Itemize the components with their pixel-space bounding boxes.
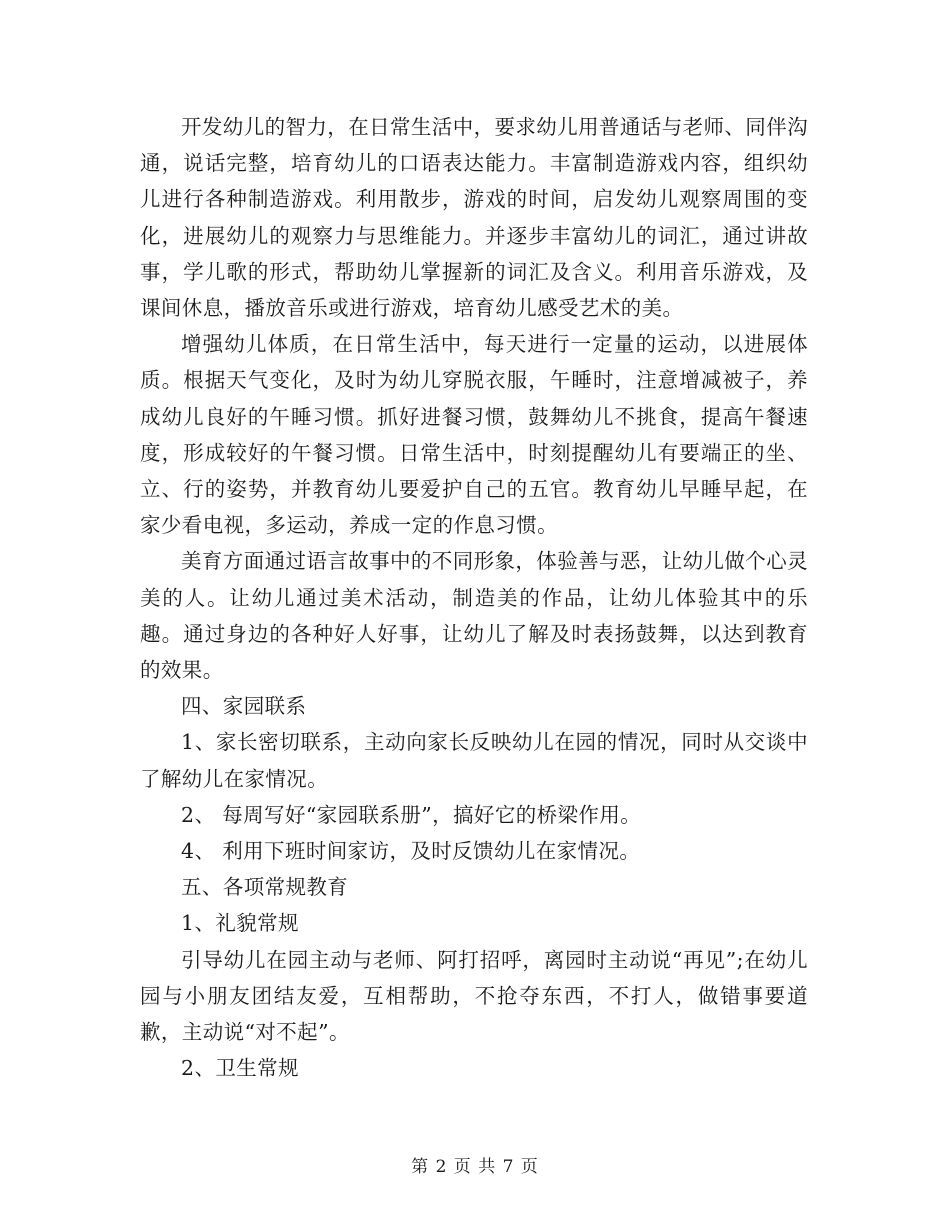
list-item-contact-book: 2、 每周写好“家园联系册”，搞好它的桥梁作用。: [181, 802, 642, 827]
page-number-footer: 第 2 页 共 7 页: [411, 1157, 539, 1177]
list-item-home-visit: 4、 利用下班时间家访，及时反馈幼儿在家情况。: [181, 839, 641, 864]
subheading-courtesy-routine: 1、礼貌常规: [181, 911, 299, 936]
subheading-hygiene-routine: 2、卫生常规: [181, 1056, 299, 1081]
paragraph-physique: 增强幼儿体质，在日常生活中，每天进行一定量的运动，以进展体质。根据天气变化，及时为幼儿穿脱衣服，午睡时，注意增减被子，养成幼儿良好的午睡习惯。抓好进餐习惯，鼓舞幼儿不挑食，提高午餐速度，形成较好的午餐习惯。日常生活中，时刻提醒幼儿有要端正的坐、立、行的姿势，并教育幼儿要爱护自己的五官。教育幼儿早睡早起，在家少看电视，多运动，养成一定的作息习惯。: [140, 332, 808, 538]
list-item-parent-contact: 1、家长密切联系，主动向家长反映幼儿在园的情况，同时从交谈中了解幼儿在家情况。: [140, 730, 808, 791]
heading-home-school-contact: 四、家园联系: [181, 694, 307, 719]
heading-routine-education: 五、各项常规教育: [181, 875, 349, 900]
paragraph-courtesy: 引导幼儿在园主动与老师、阿打招呼，离园时主动说“再见”;在幼儿园与小朋友团结友爱，互相帮助，不抢夺东西，不打人，做错事要道歉，主动说“对不起”。: [140, 947, 808, 1045]
paragraph-intellect: 开发幼儿的智力，在日常生活中，要求幼儿用普通话与老师、同伴沟通，说话完整，培育幼儿的口语表达能力。丰富制造游戏内容，组织幼儿进行各种制造游戏。利用散步，游戏的时间，启发幼儿观察周围的变化，进展幼儿的观察力与思维能力。并逐步丰富幼儿的词汇，通过讲故事，学儿歌的形式，帮助幼儿掌握新的词汇及含义。利用音乐游戏，及课间休息，播放音乐或进行游戏，培育幼儿感受艺术的美。: [140, 115, 808, 321]
paragraph-aesthetics: 美育方面通过语言故事中的不同形象，体验善与恶，让幼儿做个心灵美的人。让幼儿通过美术活动，制造美的作品，让幼儿体验其中的乐趣。通过身边的各种好人好事，让幼儿了解及时表扬鼓舞，以达到教育的效果。: [140, 549, 808, 683]
document-body: [140, 109, 808, 1086]
